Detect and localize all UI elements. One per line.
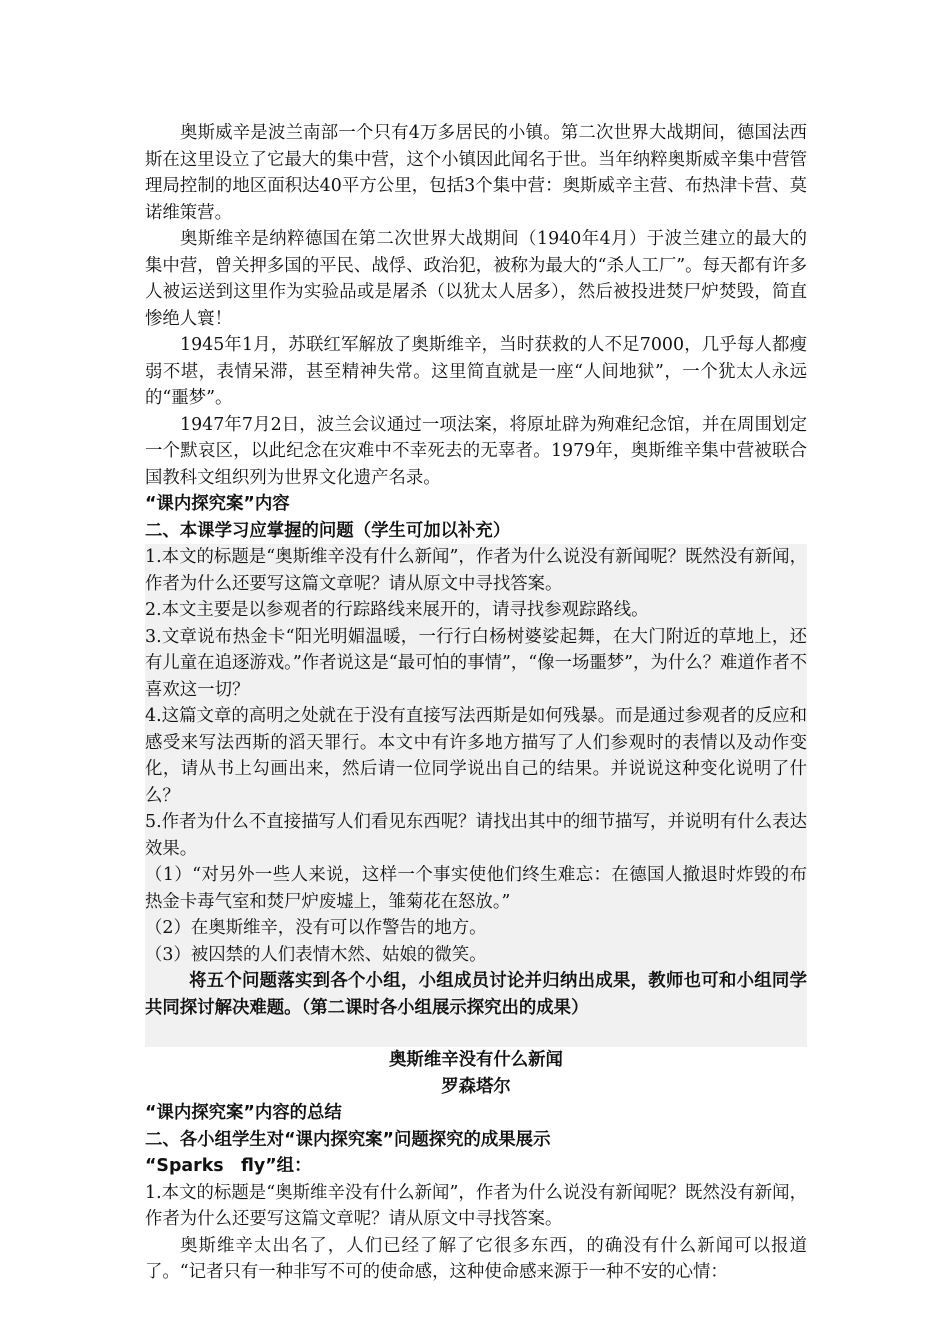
article-title: 奥斯维辛没有什么新闻 bbox=[389, 1050, 563, 1070]
answer-paragraph: 奥斯维辛太出名了，人们已经了解了它很多东西，的确没有什么新闻可以报道了。“记者只有一种非写不可的使命感，这种使命感来源于一种不安的心情： bbox=[145, 1235, 807, 1282]
summary-question-1: 1.本文的标题是“奥斯维辛没有什么新闻”，作者为什么说没有新闻呢？既然没有新闻，作者为什么还要写这篇文章呢？请从原文中寻找答案。 bbox=[145, 1182, 807, 1229]
document-page bbox=[145, 120, 807, 1286]
intro-paragraph-3: 1945年1月，苏联红军解放了奥斯维辛，当时获救的人不足7000，几乎每人都瘦弱不堪，表情呆滞，甚至精神失常。这里简直就是一座“人间地狱”，一个犹太人永远的“噩梦”。 bbox=[145, 335, 807, 408]
section-heading: “课内探究案”内容 bbox=[145, 494, 290, 514]
question-4: 4.这篇文章的高明之处就在于没有直接写法西斯是如何残暴。而是通过参观者的反应和感受来写法西斯的滔天罪行。本文中有许多地方描写了人们参观时的表情以及动作变化，请从书上勾画出来，然后请一位同学说出自己的结果。并说说这种变化说明了什么？ bbox=[145, 703, 807, 809]
blank-line bbox=[145, 1021, 807, 1047]
detail-item-1: （1）“对另外一些人来说，这样一个事实使他们终生难忘：在德国人撤退时炸毁的布热金卡毒气室和焚尸炉废墟上，雏菊花在怒放。” bbox=[145, 862, 807, 915]
summary-subheading: 二、各小组学生对“课内探究案”问题探究的成果展示 bbox=[145, 1129, 551, 1150]
section-subheading: 二、本课学习应掌握的问题（学生可加以补充） bbox=[145, 520, 511, 541]
summary-heading: “课内探究案”内容的总结 bbox=[145, 1103, 342, 1123]
question-3: 3.文章说布热金卡“阳光明媚温暖，一行行白杨树婆娑起舞，在大门附近的草地上，还有儿童在追逐游戏。”作者说这是“最可怕的事情”，“像一场噩梦”，为什么？难道作者不喜欢这一切？ bbox=[145, 624, 807, 704]
detail-item-2: （2）在奥斯维辛，没有可以作警告的地方。 bbox=[145, 915, 807, 942]
intro-paragraph-2: 奥斯维辛是纳粹德国在第二次世界大战期间（1940年4月）于波兰建立的最大的集中营，曾关押多国的平民、战俘、政治犯，被称为最大的“杀人工厂”。每天都有许多人被运送到这里作为实验品或是屠杀（以犹太人居多），然后被投进焚尸炉焚毁，简直惨绝人寰！ bbox=[145, 229, 807, 329]
intro-paragraph-1: 奥斯威辛是波兰南部一个只有4万多居民的小镇。第二次世界大战期间，德国法西斯在这里设立了它最大的集中营，这个小镇因此闻名于世。当年纳粹奥斯威辛集中营管理局控制的地区面积达40平方公里，包括3个集中营：奥斯威辛主营、布热津卡营、莫诺维策营。 bbox=[145, 123, 807, 223]
question-5: 5.作者为什么不直接描写人们看见东西呢？请找出其中的细节描写，并说明有什么表达效果。 bbox=[145, 809, 807, 862]
group-task: 将五个问题落实到各个小组，小组成员讨论并归纳出成果，教师也可和小组同学共同探讨解决难题。（第二课时各小组展示探究出的成果） bbox=[145, 968, 807, 1021]
article-author: 罗森塔尔 bbox=[441, 1076, 511, 1097]
intro-paragraph-4: 1947年7月2日，波兰会议通过一项法案，将原址辟为殉难纪念馆，并在周围划定一个默哀区，以此纪念在灾难中不幸死去的无辜者。1979年，奥斯维辛集中营被联合国教科文组织列为世界文化遗产名录。 bbox=[145, 414, 807, 488]
detail-item-3: （3）被囚禁的人们表情木然、姑娘的微笑。 bbox=[145, 942, 807, 969]
question-1: 1.本文的标题是“奥斯维辛没有什么新闻”，作者为什么说没有新闻呢？既然没有新闻，作者为什么还要写这篇文章呢？请从原文中寻找答案。 bbox=[145, 544, 807, 597]
group-name: “Sparks fly”组： bbox=[145, 1156, 312, 1176]
question-2: 2.本文主要是以参观者的行踪路线来展开的，请寻找参观踪路线。 bbox=[145, 597, 807, 624]
